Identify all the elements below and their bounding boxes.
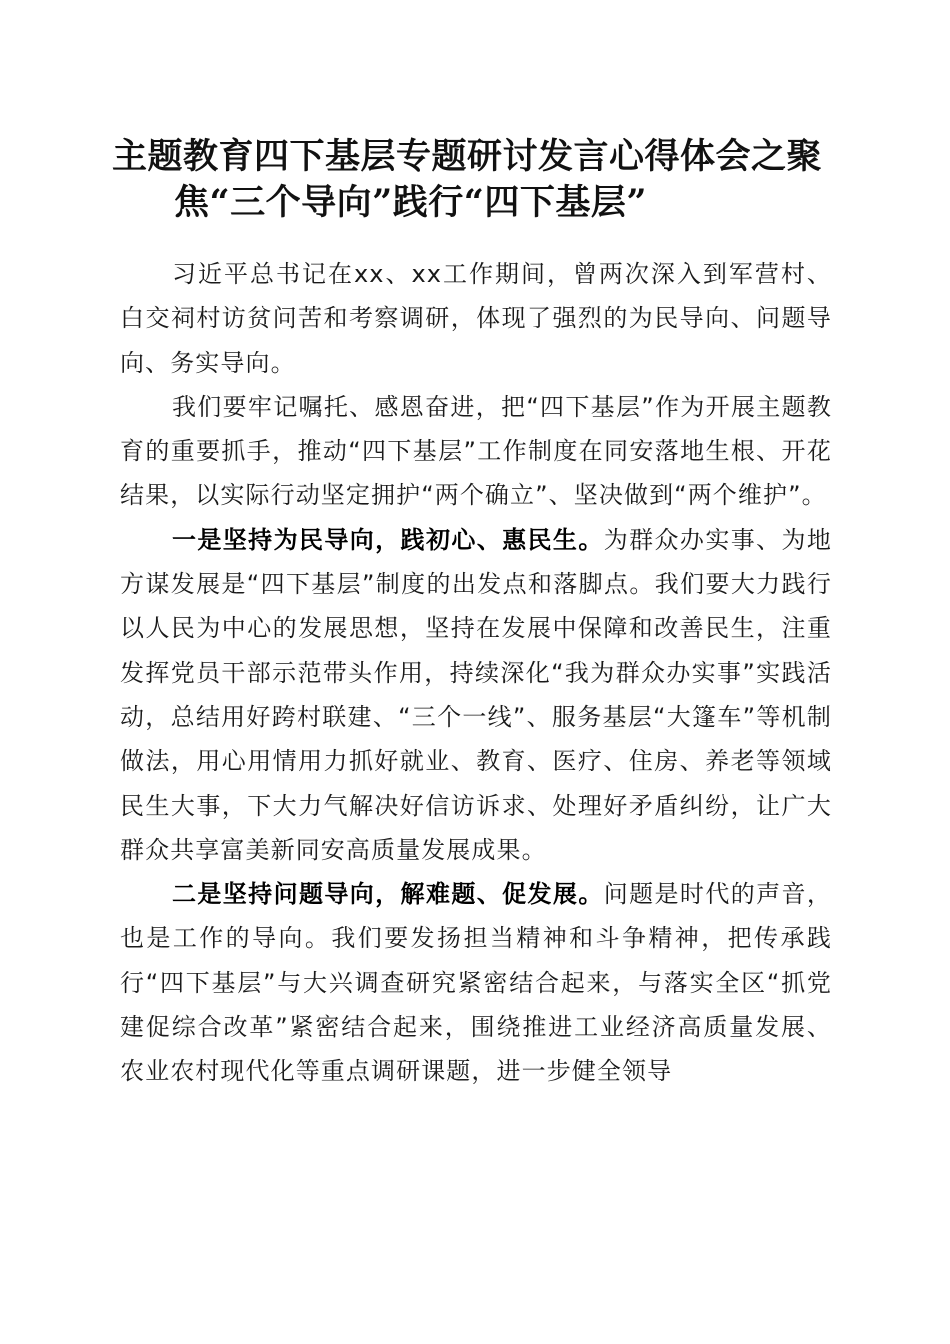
paragraph-4 [120,872,832,1093]
paragraph-lead: 一是坚持为民导向，践初心、惠民生。 [172,525,604,554]
paragraph-text: 我们要牢记嘱托、感恩奋进，把“四下基层”作为开展主题教育的重要抓手，推动“四下基层”工作制度在同安落地生根、开花结果，以实际行动坚定拥护“两个确立”、坚决做到“两个维护”。 [120,392,832,510]
title-line-1: 主题教育四下基层专题研讨发言心得体会之聚 [112,136,823,177]
document-body [120,252,832,1094]
paragraph-text: 习近平总书记在xx、xx工作期间，曾两次深入到军营村、白交祠村访贫问苦和考察调研，体现了强烈的为民导向、问题导向、务实导向。 [120,260,832,377]
paragraph-1 [120,252,832,385]
paragraph-3 [120,518,832,872]
title-line-2: 焦“三个导向”践行“四下基层” [174,182,648,223]
document-title [112,134,842,226]
paragraph-text: 为群众办实事、为地方谋发展是“四下基层”制度的出发点和落脚点。我们要大力践行以人民为中心的发展思想，坚持在发展中保障和改善民生，注重发挥党员干部示范带头作用，持续深化“我为群众办实事”实践活动，总结用好跨村联建、“三个一线”、服务基层“大篷车”等机制做法，用心用情用力抓好就业、教育、医疗、住房、养老等领域民生大事，下大力气解决好信访诉求、处理好矛盾纠纷，让广大群众共享富美新同安高质量发展成果。 [120,525,832,864]
paragraph-2 [120,385,832,518]
paragraph-text: 问题是时代的声音，也是工作的导向。我们要发扬担当精神和斗争精神，把传承践行“四下基层”与大兴调查研究紧密结合起来，与落实全区“抓党建促综合改革”紧密结合起来，围绕推进工业经济高质量发展、农业农村现代化等重点调研课题，进一步健全领导 [120,880,832,1086]
paragraph-lead: 二是坚持问题导向，解难题、促发展。 [172,880,604,909]
